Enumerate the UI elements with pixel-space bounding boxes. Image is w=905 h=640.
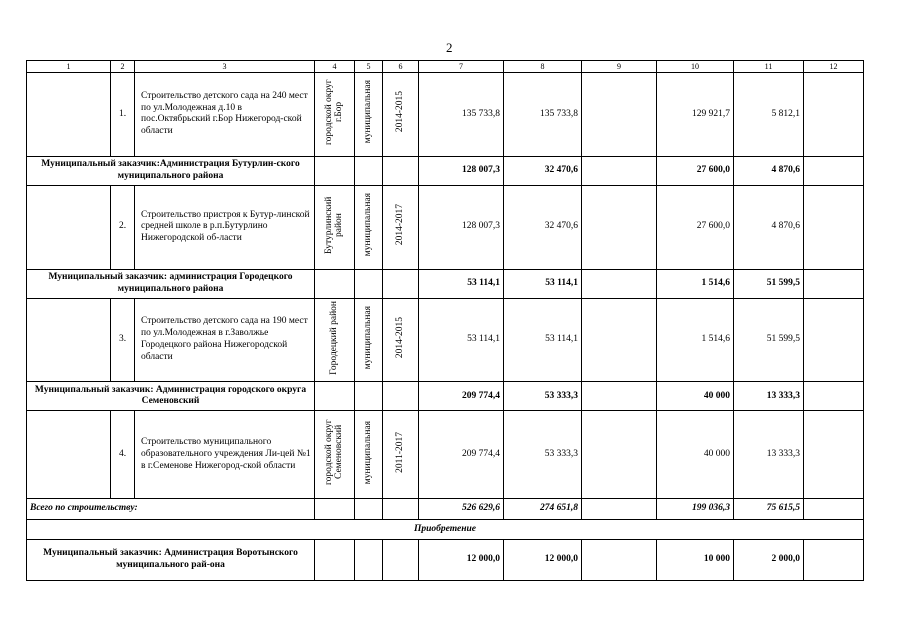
total-label: Всего по строительству: (27, 499, 315, 520)
territory-text: Городецкий район (328, 300, 339, 375)
value-c8: 32 470,6 (504, 185, 582, 269)
project-row (27, 298, 864, 382)
project-description: Строительство детского сада на 240 мест по ул.Молодежная д.10 в пос.Октябрьский г.Бор Нижегород-ской области (135, 73, 315, 157)
blank-cell (383, 382, 419, 411)
value-c10: 1 514,6 (657, 298, 734, 382)
blank-cell (315, 382, 355, 411)
blank-cell (315, 540, 355, 581)
customer-row (27, 540, 864, 581)
value-c12 (804, 185, 864, 269)
value-c10: 129 921,7 (657, 73, 734, 157)
value-c12 (804, 540, 864, 581)
value-c9 (582, 411, 657, 499)
value-c11: 13 333,3 (734, 411, 804, 499)
value-c9 (582, 382, 657, 411)
project-row (27, 411, 864, 499)
ownership (355, 411, 383, 499)
column-number-row (27, 61, 864, 73)
period (383, 411, 419, 499)
customer-label: Муниципальный заказчик: администрация Городецкого муниципального района (27, 269, 315, 298)
blank-cell (315, 269, 355, 298)
column-number: 9 (582, 61, 657, 73)
value-c7: 128 007,3 (419, 156, 504, 185)
blank-cell (383, 156, 419, 185)
blank-cell (383, 269, 419, 298)
value-c8: 53 114,1 (504, 298, 582, 382)
column-number: 7 (419, 61, 504, 73)
value-c10: 40 000 (657, 411, 734, 499)
blank-cell (355, 499, 383, 520)
value-c11: 13 333,3 (734, 382, 804, 411)
project-number: 2. (111, 185, 135, 269)
ownership-text: муниципальная (362, 193, 373, 257)
column-number: 11 (734, 61, 804, 73)
value-c8: 53 333,3 (504, 382, 582, 411)
value-c8: 12 000,0 (504, 540, 582, 581)
project-description: Строительство пристроя к Бутур-линской средней школе в р.п.Бутурлино Нижегородской об-ласти (135, 185, 315, 269)
column-number: 1 (27, 61, 111, 73)
value-c11: 4 870,6 (734, 185, 804, 269)
project-number: 1. (111, 73, 135, 157)
value-c7: 209 774,4 (419, 411, 504, 499)
value-c7: 135 733,8 (419, 73, 504, 157)
blank-cell (355, 269, 383, 298)
project-number: 3. (111, 298, 135, 382)
territory (315, 298, 355, 382)
blank-cell (355, 156, 383, 185)
column-number: 8 (504, 61, 582, 73)
blank-cell (27, 298, 111, 382)
value-c7: 526 629,6 (419, 499, 504, 520)
value-c11: 51 599,5 (734, 298, 804, 382)
customer-label: Муниципальный заказчик:Администрация Бутурлин-ского муниципального района (27, 156, 315, 185)
period-text: 2014-2015 (394, 91, 405, 133)
customer-row (27, 156, 864, 185)
value-c12 (804, 156, 864, 185)
blank-cell (355, 540, 383, 581)
value-c8: 135 733,8 (504, 73, 582, 157)
period (383, 185, 419, 269)
value-c8: 53 114,1 (504, 269, 582, 298)
period-text: 2014-2015 (394, 317, 405, 359)
value-c11: 51 599,5 (734, 269, 804, 298)
territory (315, 185, 355, 269)
territory-text: Бутурлинский район (323, 196, 344, 254)
value-c7: 53 114,1 (419, 269, 504, 298)
value-c8: 274 651,8 (504, 499, 582, 520)
customer-row (27, 269, 864, 298)
value-c10: 10 000 (657, 540, 734, 581)
territory (315, 411, 355, 499)
value-c9 (582, 185, 657, 269)
value-c9 (582, 298, 657, 382)
project-row (27, 185, 864, 269)
value-c7: 128 007,3 (419, 185, 504, 269)
column-number: 6 (383, 61, 419, 73)
project-description: Строительство муниципального образовательного учреждения Ли-цей №1 в г.Семенове Нижегород-ской области (135, 411, 315, 499)
value-c9 (582, 269, 657, 298)
period (383, 298, 419, 382)
blank-cell (27, 73, 111, 157)
value-c12 (804, 298, 864, 382)
blank-cell (315, 499, 355, 520)
customer-row (27, 382, 864, 411)
column-number: 10 (657, 61, 734, 73)
period-text: 2014-2017 (394, 204, 405, 246)
investment-table (26, 60, 864, 581)
value-c10: 1 514,6 (657, 269, 734, 298)
column-number: 4 (315, 61, 355, 73)
value-c9 (582, 540, 657, 581)
blank-cell (27, 411, 111, 499)
column-number: 5 (355, 61, 383, 73)
project-description: Строительство детского сада на 190 мест по ул.Молодежная в г.Заволжье Городецкого района Нижегородской области (135, 298, 315, 382)
value-c10: 27 600,0 (657, 185, 734, 269)
value-c8: 53 333,3 (504, 411, 582, 499)
ownership-text: муниципальная (362, 306, 373, 370)
value-c12 (804, 73, 864, 157)
territory-text: городской округ Семеновский (323, 419, 344, 486)
value-c11: 75 615,5 (734, 499, 804, 520)
ownership-text: муниципальная (362, 420, 373, 485)
column-number: 2 (111, 61, 135, 73)
ownership-text: муниципальная (362, 80, 373, 144)
value-c9 (582, 499, 657, 520)
section-heading: Приобретение (27, 520, 864, 540)
ownership (355, 185, 383, 269)
page-number: 2 (446, 40, 453, 55)
value-c11: 2 000,0 (734, 540, 804, 581)
period (383, 73, 419, 157)
blank-cell (27, 185, 111, 269)
period-text: 2011-2017 (394, 432, 405, 473)
value-c12 (804, 411, 864, 499)
value-c12 (804, 269, 864, 298)
value-c11: 5 812,1 (734, 73, 804, 157)
value-c10: 27 600,0 (657, 156, 734, 185)
value-c10: 40 000 (657, 382, 734, 411)
project-row (27, 73, 864, 157)
blank-cell (383, 540, 419, 581)
project-number: 4. (111, 411, 135, 499)
value-c7: 12 000,0 (419, 540, 504, 581)
value-c9 (582, 156, 657, 185)
value-c11: 4 870,6 (734, 156, 804, 185)
total-row (27, 499, 864, 520)
value-c7: 209 774,4 (419, 382, 504, 411)
value-c10: 199 036,3 (657, 499, 734, 520)
value-c12 (804, 382, 864, 411)
section-heading-row (27, 520, 864, 540)
blank-cell (383, 499, 419, 520)
value-c12 (804, 499, 864, 520)
ownership (355, 73, 383, 157)
territory-text: городской округ г.Бор (323, 79, 344, 145)
column-number: 12 (804, 61, 864, 73)
value-c9 (582, 73, 657, 157)
customer-label: Муниципальный заказчик: Администрация городского округа Семеновский (27, 382, 315, 411)
column-number: 3 (135, 61, 315, 73)
blank-cell (355, 382, 383, 411)
value-c8: 32 470,6 (504, 156, 582, 185)
blank-cell (315, 156, 355, 185)
customer-label: Муниципальный заказчик: Администрация Воротынского муниципального рай-она (27, 540, 315, 581)
territory (315, 73, 355, 157)
value-c7: 53 114,1 (419, 298, 504, 382)
ownership (355, 298, 383, 382)
